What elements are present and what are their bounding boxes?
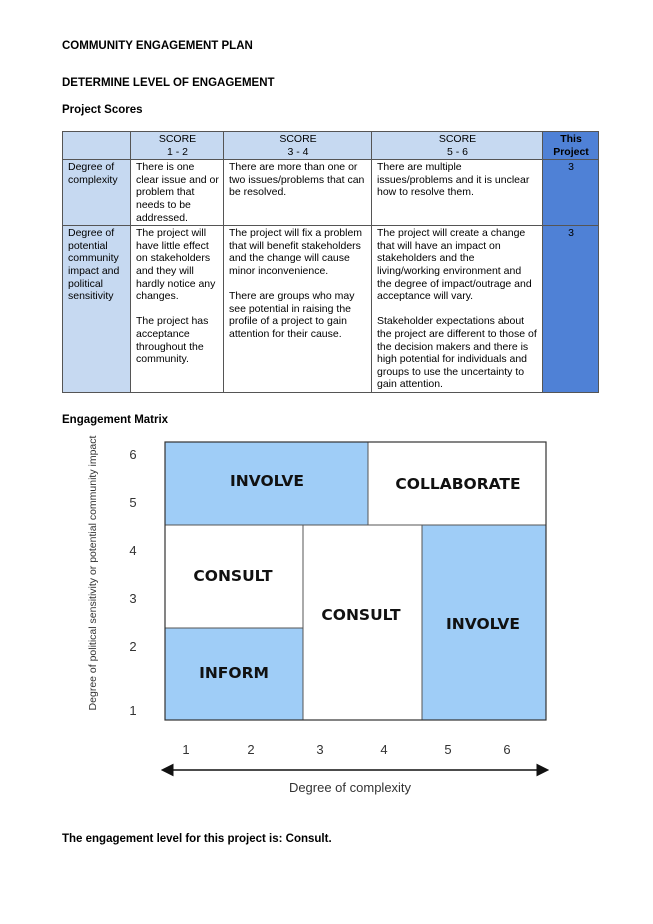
row-label: Degree of potential community impact and political sensitivity [63, 226, 131, 393]
y-tick: 3 [129, 591, 137, 606]
header-score-3-4: SCORE 3 - 4 [224, 132, 372, 160]
label-involve-top: INVOLVE [230, 472, 304, 490]
scores-heading: Project Scores [62, 104, 143, 116]
project-score: 3 [543, 226, 599, 393]
x-tick: 4 [380, 742, 388, 757]
header-this-project: This Project [543, 132, 599, 160]
section-title: DETERMINE LEVEL OF ENGAGEMENT [62, 77, 275, 89]
y-tick: 2 [129, 639, 137, 654]
label-involve-right: INVOLVE [446, 615, 520, 633]
x-tick: 2 [247, 742, 255, 757]
table-cell: The project will create a change that will have an impact on stakeholders and the living/working environment and the degree of impact/outrage and acceptance will vary. Stakeholder expectations about the project are different to those of the decision makers and there is high potential for individuals and groups to use the uncertainty to gain attention. [372, 226, 543, 393]
x-tick: 5 [444, 742, 452, 757]
x-axis-label: Degree of complexity [288, 780, 412, 795]
x-tick: 6 [503, 742, 511, 757]
table-cell: The project will have little effect on stakeholders and they will hardly notice any changes. The project has acceptance throughout the community. [131, 226, 224, 393]
y-tick: 1 [129, 703, 137, 718]
row-label: Degree of complexity [63, 160, 131, 226]
table-cell: There are more than one or two issues/problems that can be resolved. [224, 160, 372, 226]
project-score: 3 [543, 160, 599, 226]
y-tick: 4 [129, 543, 137, 558]
label-consult-left: CONSULT [193, 567, 273, 585]
y-tick: 6 [129, 447, 137, 462]
label-inform: INFORM [199, 664, 269, 682]
header-score-1-2: SCORE 1 - 2 [131, 132, 224, 160]
label-collaborate: COLLABORATE [395, 475, 521, 493]
table-cell: There is one clear issue and or problem that needs to be addressed. [131, 160, 224, 226]
x-tick: 3 [316, 742, 324, 757]
x-tick: 1 [182, 742, 190, 757]
label-consult-mid: CONSULT [321, 606, 401, 624]
conclusion: The engagement level for this project is: Consult. [62, 833, 332, 845]
y-axis-label: Degree of political sensitivity or potential community impact [87, 435, 99, 711]
matrix-heading: Engagement Matrix [62, 414, 169, 426]
table-cell: The project will fix a problem that will benefit stakeholders and the change will cause minor inconvenience. There are groups who may see potential in raising the profile of a project to gain attention for their cause. [224, 226, 372, 393]
y-tick: 5 [129, 495, 137, 510]
table-cell: There are multiple issues/problems and it is unclear how to resolve them. [372, 160, 543, 226]
header-score-5-6: SCORE 5 - 6 [372, 132, 543, 160]
doc-title: COMMUNITY ENGAGEMENT PLAN [62, 40, 253, 52]
